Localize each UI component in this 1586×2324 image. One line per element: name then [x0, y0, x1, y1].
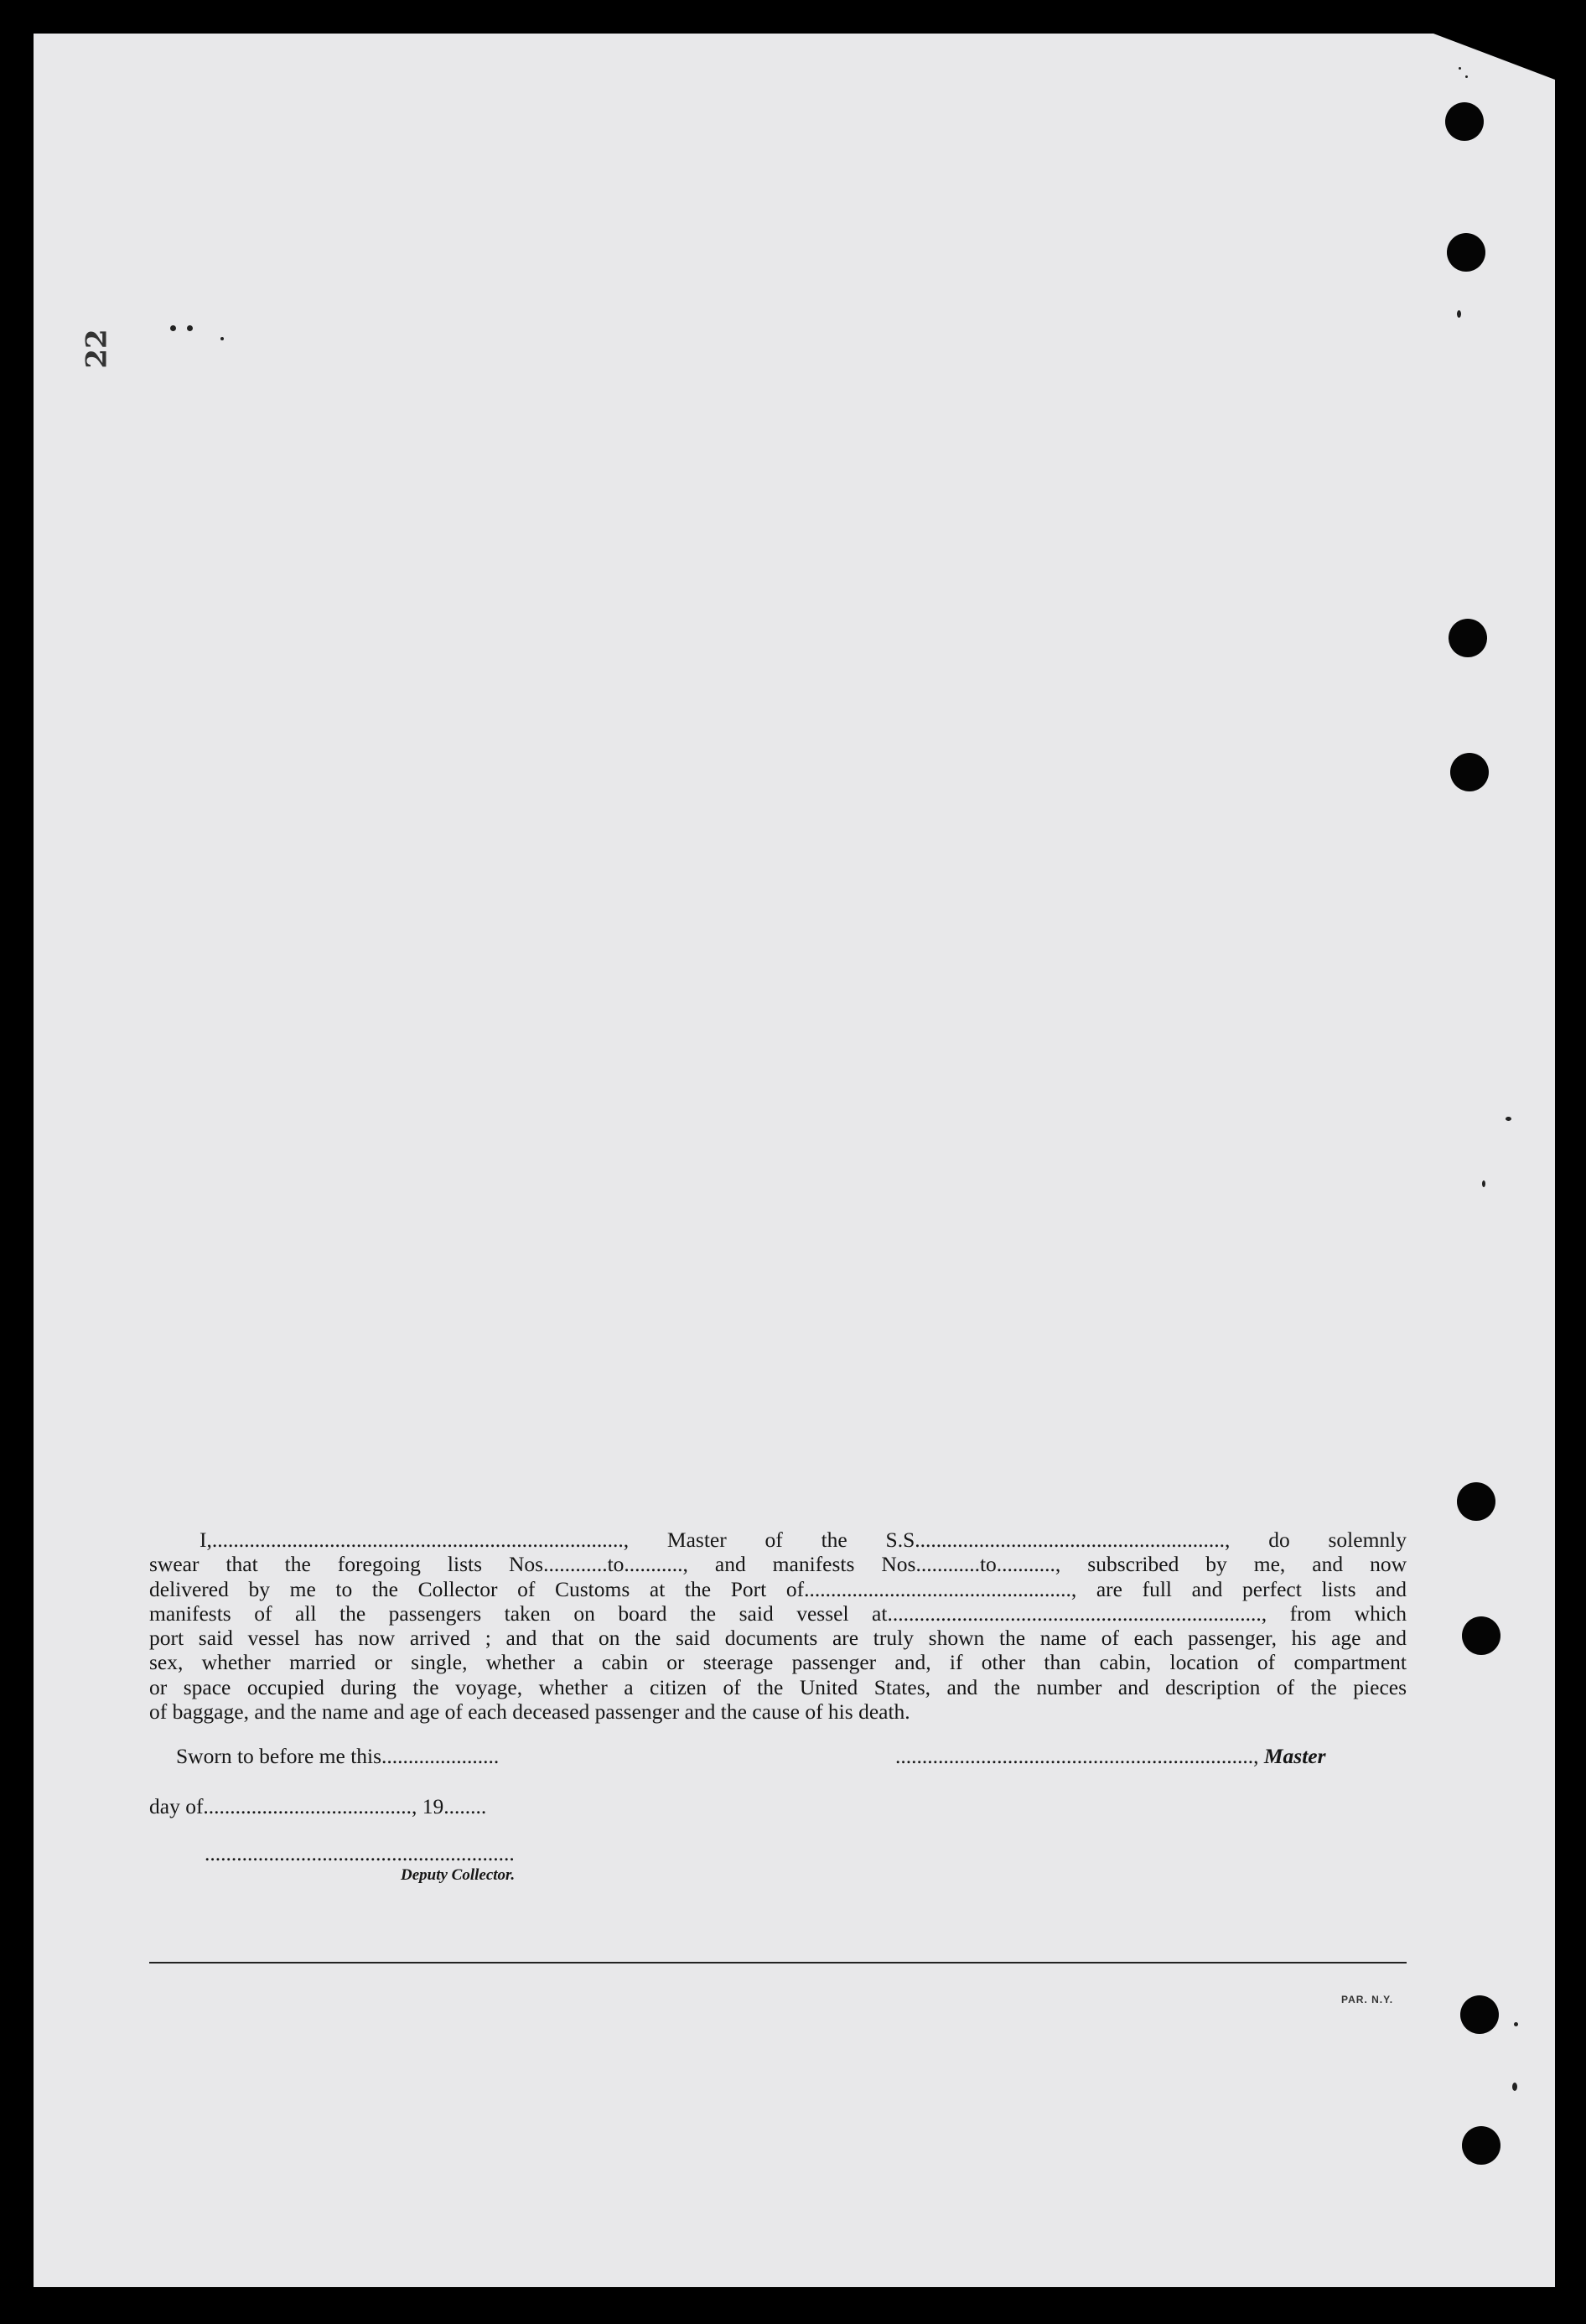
scan-speck	[187, 325, 193, 331]
margin-mark: 22	[80, 329, 114, 369]
printer-mark: PAR. N.Y.	[1341, 1994, 1394, 2005]
oath-line-4: manifests of all the passengers taken on board the said vessel at......................................................................, from which	[149, 1600, 1407, 1626]
scan-speck	[1457, 310, 1461, 318]
punch-hole-2	[1447, 233, 1485, 272]
oath-line-7: or space occupied during the voyage, whether a citizen of the United States, and the number and description of the pieces	[149, 1674, 1407, 1699]
punch-hole-7	[1460, 1995, 1499, 2034]
scan-speck	[1512, 2083, 1517, 2091]
punch-hole-4	[1450, 753, 1489, 791]
oath-paragraph	[149, 1528, 1407, 1724]
punch-hole-6	[1462, 1616, 1500, 1655]
deputy-collector-label: Deputy Collector.	[401, 1866, 516, 1884]
punch-hole-8	[1462, 2126, 1500, 2165]
day-line: day of......................................., 19........	[149, 1794, 487, 1818]
scan-speck	[1506, 1117, 1511, 1121]
sworn-line: Sworn to before me this......................	[176, 1744, 500, 1768]
deputy-signature-dots: ..........................................................	[205, 1841, 515, 1865]
scan-speck	[1459, 67, 1461, 70]
bottom-rule	[149, 1962, 1407, 1963]
oath-line-2: swear that the foregoing lists Nos............to..........., and manifests Nos............to..........., subscribed by me, and now	[149, 1552, 1407, 1577]
punch-hole-1	[1445, 102, 1484, 141]
scan-speck	[1465, 75, 1468, 78]
scan-speck	[1482, 1180, 1485, 1187]
master-label: Master	[1263, 1744, 1326, 1768]
scan-speck	[1514, 2022, 1518, 2026]
scan-speck	[220, 337, 224, 340]
oath-line-5: port said vessel has now arrived ; and that on the said documents are truly shown the name of each passenger, his age and	[149, 1626, 1407, 1651]
oath-line-6: sex, whether married or single, whether a cabin or steerage passenger and, if other than cabin, location of compartment	[149, 1650, 1407, 1675]
punch-hole-3	[1449, 619, 1487, 657]
master-dots: ...................................................................,	[895, 1744, 1264, 1768]
oath-line-3: delivered by me to the Collector of Customs at the Port of.................................................., are full and perfect lists and	[149, 1576, 1407, 1601]
scan-speck	[170, 325, 176, 331]
oath-line-1: I,............................................................................., Master of the S.S.........................................................., do solemnly	[200, 1528, 1407, 1552]
master-signature-line	[895, 1744, 1326, 1769]
oath-line-8: of baggage, and the name and age of each deceased passenger and the cause of his death.	[149, 1699, 910, 1725]
punch-hole-5	[1457, 1482, 1495, 1521]
